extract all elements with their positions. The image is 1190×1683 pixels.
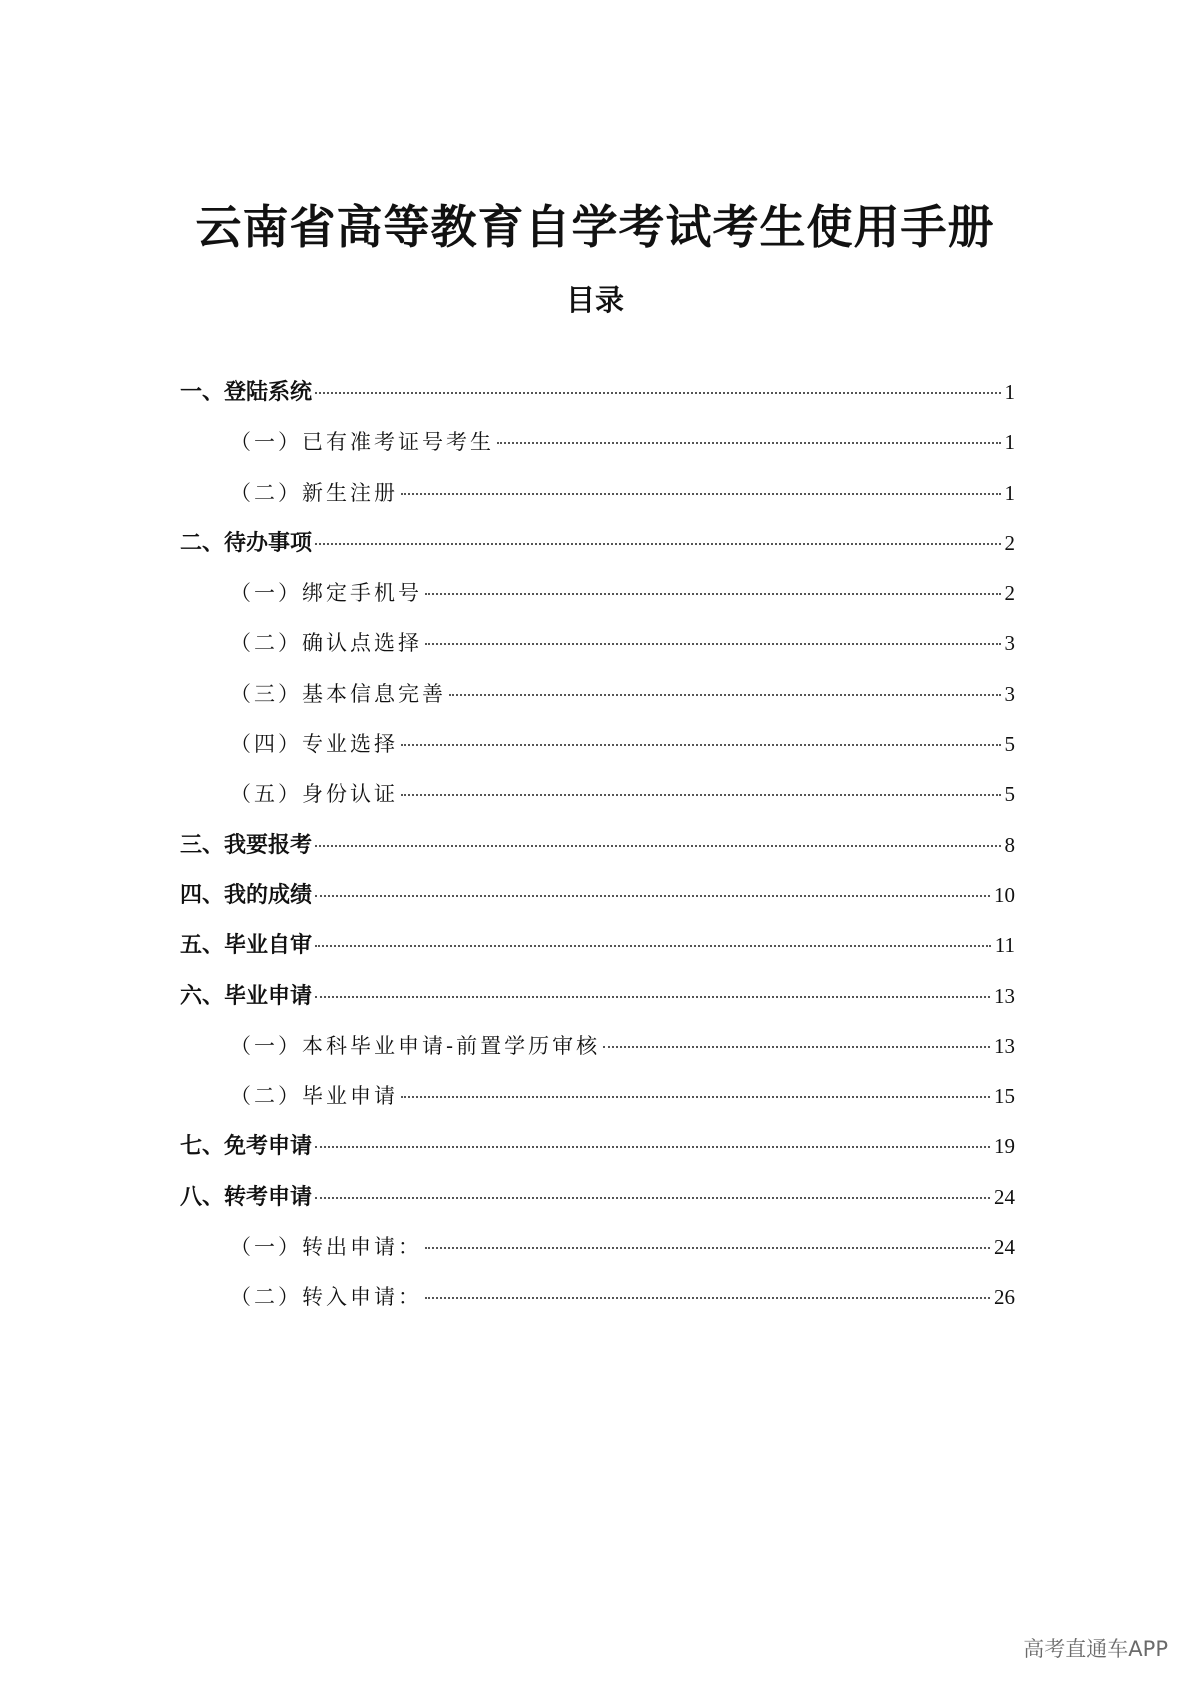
toc-subsection-entry[interactable] xyxy=(180,427,1015,477)
toc-subsection-entry[interactable] xyxy=(180,729,1015,779)
toc-dot-leader xyxy=(315,895,990,897)
toc-entry-label: （一）本科毕业申请-前置学历审核 xyxy=(230,1033,601,1058)
toc-page-number: 3 xyxy=(1004,681,1015,706)
toc-entry-label: （二）转入申请： xyxy=(230,1285,422,1310)
toc-page-number: 10 xyxy=(994,882,1015,907)
toc-dot-leader xyxy=(401,794,1001,796)
toc-page-number: 2 xyxy=(1004,530,1015,555)
toc-subsection-entry[interactable] xyxy=(180,1081,1015,1131)
toc-entry-label: 八、转考申请 xyxy=(180,1184,313,1210)
toc-entry-label: 一、登陆系统 xyxy=(180,380,313,405)
toc-page-number: 24 xyxy=(994,1184,1015,1209)
toc-entry-label: （一）绑定手机号 xyxy=(230,581,422,606)
toc-section-entry[interactable] xyxy=(180,528,1015,578)
toc-page-number: 8 xyxy=(1004,832,1015,857)
toc-subsection-entry[interactable] xyxy=(180,628,1015,678)
toc-page-number: 24 xyxy=(994,1235,1015,1260)
toc-entry-label: （二）毕业申请 xyxy=(230,1084,398,1109)
toc-dot-leader xyxy=(603,1046,990,1048)
toc-section-entry[interactable] xyxy=(180,880,1015,930)
toc-section-entry[interactable] xyxy=(180,1182,1015,1232)
toc-dot-leader xyxy=(315,543,1000,545)
toc-page-number: 11 xyxy=(994,933,1015,958)
toc-section-entry[interactable] xyxy=(180,930,1015,980)
toc-page-number: 1 xyxy=(1004,480,1015,505)
toc-entry-label: （二）新生注册 xyxy=(230,480,398,505)
toc-entry-label: 七、免考申请 xyxy=(180,1134,313,1160)
toc-entry-label: （四）专业选择 xyxy=(230,732,398,757)
toc-page-number: 13 xyxy=(994,1033,1015,1058)
toc-heading: 目录 xyxy=(565,283,624,317)
toc-entry-label: （一）已有准考证号考生 xyxy=(230,430,494,455)
toc-dot-leader xyxy=(315,392,1000,394)
toc-section-entry[interactable] xyxy=(180,377,1015,427)
toc-page-number: 1 xyxy=(1004,380,1015,404)
toc-dot-leader xyxy=(401,1096,990,1098)
toc-dot-leader xyxy=(315,1197,990,1199)
toc-page-number: 19 xyxy=(994,1134,1015,1159)
toc-page-number: 2 xyxy=(1004,581,1015,606)
toc-dot-leader xyxy=(315,1146,990,1148)
toc-page-number: 5 xyxy=(1004,782,1015,807)
toc-page-number: 5 xyxy=(1004,732,1015,757)
toc-dot-leader xyxy=(315,845,1000,847)
toc-section-entry[interactable] xyxy=(180,830,1015,880)
toc-dot-leader xyxy=(315,945,991,947)
toc-subsection-entry[interactable] xyxy=(180,1232,1015,1282)
toc-entry-label: （一）转出申请： xyxy=(230,1235,422,1260)
document-title: 云南省高等教育自学考试考生使用手册 xyxy=(195,199,995,254)
toc-section-entry[interactable] xyxy=(180,1131,1015,1181)
toc-entry-label: 六、毕业申请 xyxy=(180,983,313,1009)
toc-dot-leader xyxy=(425,1297,990,1299)
toc-page-number: 13 xyxy=(994,983,1015,1008)
toc-subsection-entry[interactable] xyxy=(180,1282,1015,1332)
toc-dot-leader xyxy=(425,643,1001,645)
toc-entry-label: 二、待办事项 xyxy=(180,530,313,556)
toc-entry-label: 三、我要报考 xyxy=(180,832,313,858)
toc-subsection-entry[interactable] xyxy=(180,478,1015,528)
toc-dot-leader xyxy=(401,744,1001,746)
toc-subsection-entry[interactable] xyxy=(180,779,1015,829)
toc-dot-leader xyxy=(315,996,990,998)
toc-dot-leader xyxy=(401,493,1001,495)
toc-subsection-entry[interactable] xyxy=(180,1031,1015,1081)
table-of-contents xyxy=(180,377,1015,1333)
toc-page-number: 15 xyxy=(994,1084,1015,1109)
toc-entry-label: 五、毕业自审 xyxy=(180,933,313,959)
toc-dot-leader xyxy=(425,1247,990,1249)
toc-dot-leader xyxy=(425,593,1001,595)
toc-page-number: 26 xyxy=(994,1285,1015,1310)
watermark-text: 高考直通车APP xyxy=(1023,1637,1168,1661)
toc-entry-label: （二）确认点选择 xyxy=(230,631,422,656)
toc-section-entry[interactable] xyxy=(180,981,1015,1031)
toc-dot-leader xyxy=(449,694,1001,696)
toc-dot-leader xyxy=(497,442,1001,444)
toc-entry-label: （五）身份认证 xyxy=(230,782,398,807)
toc-entry-label: 四、我的成绩 xyxy=(180,882,313,908)
toc-entry-label: （三）基本信息完善 xyxy=(230,681,446,706)
toc-subsection-entry[interactable] xyxy=(180,578,1015,628)
toc-page-number: 1 xyxy=(1004,430,1015,455)
toc-subsection-entry[interactable] xyxy=(180,679,1015,729)
toc-page-number: 3 xyxy=(1004,631,1015,656)
